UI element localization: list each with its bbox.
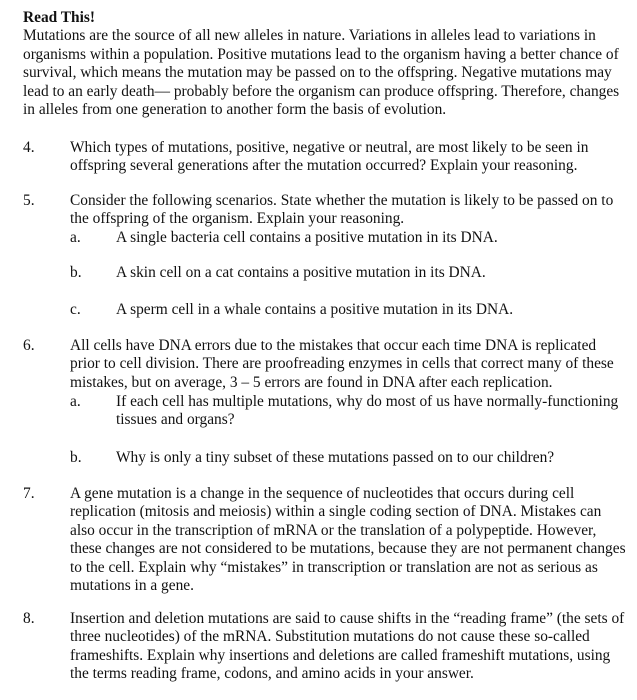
question-7 bbox=[23, 485, 627, 595]
question-8 bbox=[23, 610, 627, 684]
question-number: 8. bbox=[23, 610, 35, 627]
sub-letter: a. bbox=[70, 229, 81, 246]
question-4 bbox=[23, 139, 627, 176]
intro-title: Read This! bbox=[23, 9, 95, 26]
question-6 bbox=[23, 337, 627, 392]
question-text: All cells have DNA errors due to the mistakes that occur each time DNA is replicated prior to cell division. There are proofreading enzymes in cells that correct many of these mistakes, but on average, 3 – 5 errors are found in DNA after each replication. bbox=[70, 337, 614, 391]
question-number: 5. bbox=[23, 192, 35, 209]
question-number: 7. bbox=[23, 485, 35, 502]
question-text: Which types of mutations, positive, negative or neutral, are most likely to be seen in offspring several generations after the mutation occurred? Explain your reasoning. bbox=[70, 139, 589, 175]
question-6b bbox=[70, 449, 627, 467]
sub-letter: a. bbox=[70, 393, 81, 410]
question-text: Insertion and deletion mutations are said to cause shifts in the “reading frame” (the sets of three nucleotides) of the mRNA. Substitution mutations do not cause these so-called frameshifts. Explain why insertions and deletions are called frameshift mutations, using the terms reading frame, codons, and amino acids in your answer. bbox=[70, 610, 625, 683]
question-5 bbox=[23, 192, 627, 229]
question-6a bbox=[70, 393, 627, 430]
question-number: 6. bbox=[23, 337, 35, 354]
intro-body: Mutations are the source of all new alleles in nature. Variations in alleles lead to variations in organisms within a population. Positive mutations lead to the organism having a better chance of survival, which means the mutation may be passed on to the offspring. Negative mutations may lead to an early death— probably before the organism can produce offspring. Therefore, changes in alleles from one generation to another form the basis of evolution. bbox=[23, 27, 620, 119]
sub-letter: b. bbox=[70, 449, 82, 466]
question-text: Consider the following scenarios. State whether the mutation is likely to be passed on to the offspring of the organism. Explain your reasoning. bbox=[70, 192, 614, 228]
question-number: 4. bbox=[23, 139, 35, 156]
question-5c bbox=[70, 301, 627, 319]
sub-letter: c. bbox=[70, 301, 81, 318]
sub-letter: b. bbox=[70, 264, 82, 281]
read-this-box bbox=[23, 9, 627, 119]
sub-text: A sperm cell in a whale contains a positive mutation in its DNA. bbox=[116, 301, 514, 318]
question-5a bbox=[70, 229, 627, 247]
question-5b bbox=[70, 264, 627, 282]
question-text: A gene mutation is a change in the sequence of nucleotides that occurs during cell replication (mitosis and meiosis) within a single coding section of DNA. Mistakes can also occur in the transcription of mRNA or the translation of a polypeptide. However, these changes are not considered to be mutations, because they are not permanent changes to the cell. Explain why “mistakes” in transcription or translation are not as serious as mutations in a gene. bbox=[70, 485, 626, 595]
sub-text: Why is only a tiny subset of these mutations passed on to our children? bbox=[116, 449, 555, 466]
sub-text: If each cell has multiple mutations, why do most of us have normally-functioning tissues and organs? bbox=[116, 393, 619, 429]
sub-text: A single bacteria cell contains a positive mutation in its DNA. bbox=[116, 229, 498, 246]
sub-text: A skin cell on a cat contains a positive mutation in its DNA. bbox=[116, 264, 486, 281]
